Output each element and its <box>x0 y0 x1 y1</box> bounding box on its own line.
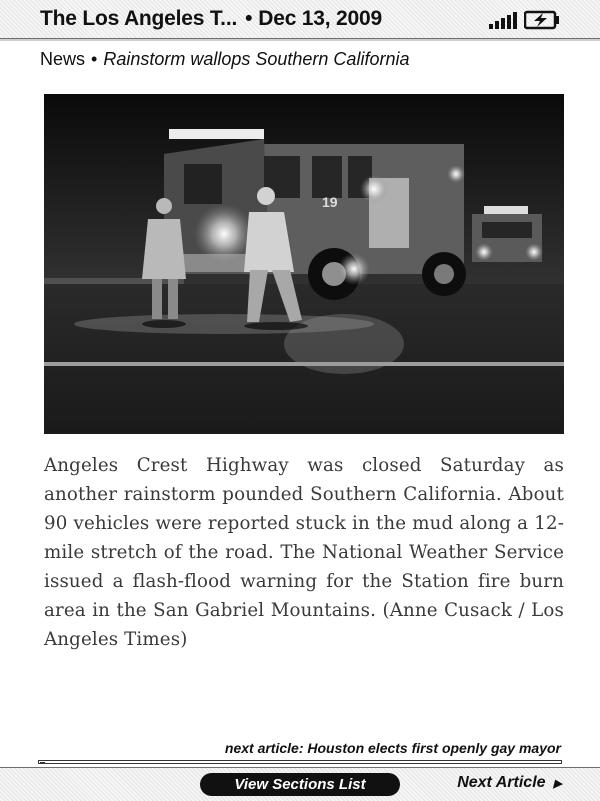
section-name: News <box>40 49 86 69</box>
fire-truck-photo <box>44 94 564 434</box>
reading-progress-fill <box>40 762 45 764</box>
next-article-preview[interactable]: next article: Houston elects first openly gay mayor <box>224 740 561 756</box>
next-article-label: Next Article <box>457 774 546 791</box>
publication-title-bar <box>40 7 382 31</box>
breadcrumb-separator: • <box>91 49 98 69</box>
issue-date: Dec 13, 2009 <box>258 7 382 30</box>
publication-title: The Los Angeles T... <box>40 7 238 30</box>
svg-text:19: 19 <box>322 194 338 210</box>
photo-caption: Angeles Crest Highway was closed Saturday as another rainstorm pounded Southern California. About 90 vehicles were reported stuck in the mud along a 12-mile stretch of the road. The National Weather Service issued a flash-flood warning for the Station fire burn area in the San Gabriel Mountains. (Anne Cusack / Los Angeles Times) <box>44 455 564 650</box>
view-sections-list-label: View Sections List <box>234 776 366 793</box>
signal-strength-icon <box>487 11 519 29</box>
status-bar <box>0 0 600 39</box>
battery-charging-icon <box>524 10 560 30</box>
title-separator: • <box>245 7 253 30</box>
breadcrumb <box>40 49 409 70</box>
bottom-toolbar <box>0 767 600 801</box>
article-headline: Rainstorm wallops Southern California <box>103 49 410 69</box>
triangle-right-icon: ▶ <box>553 777 562 790</box>
next-article-button[interactable] <box>457 774 562 792</box>
article-photo <box>44 94 564 434</box>
reading-progress-bar <box>38 760 562 764</box>
view-sections-list-button[interactable] <box>200 773 400 796</box>
